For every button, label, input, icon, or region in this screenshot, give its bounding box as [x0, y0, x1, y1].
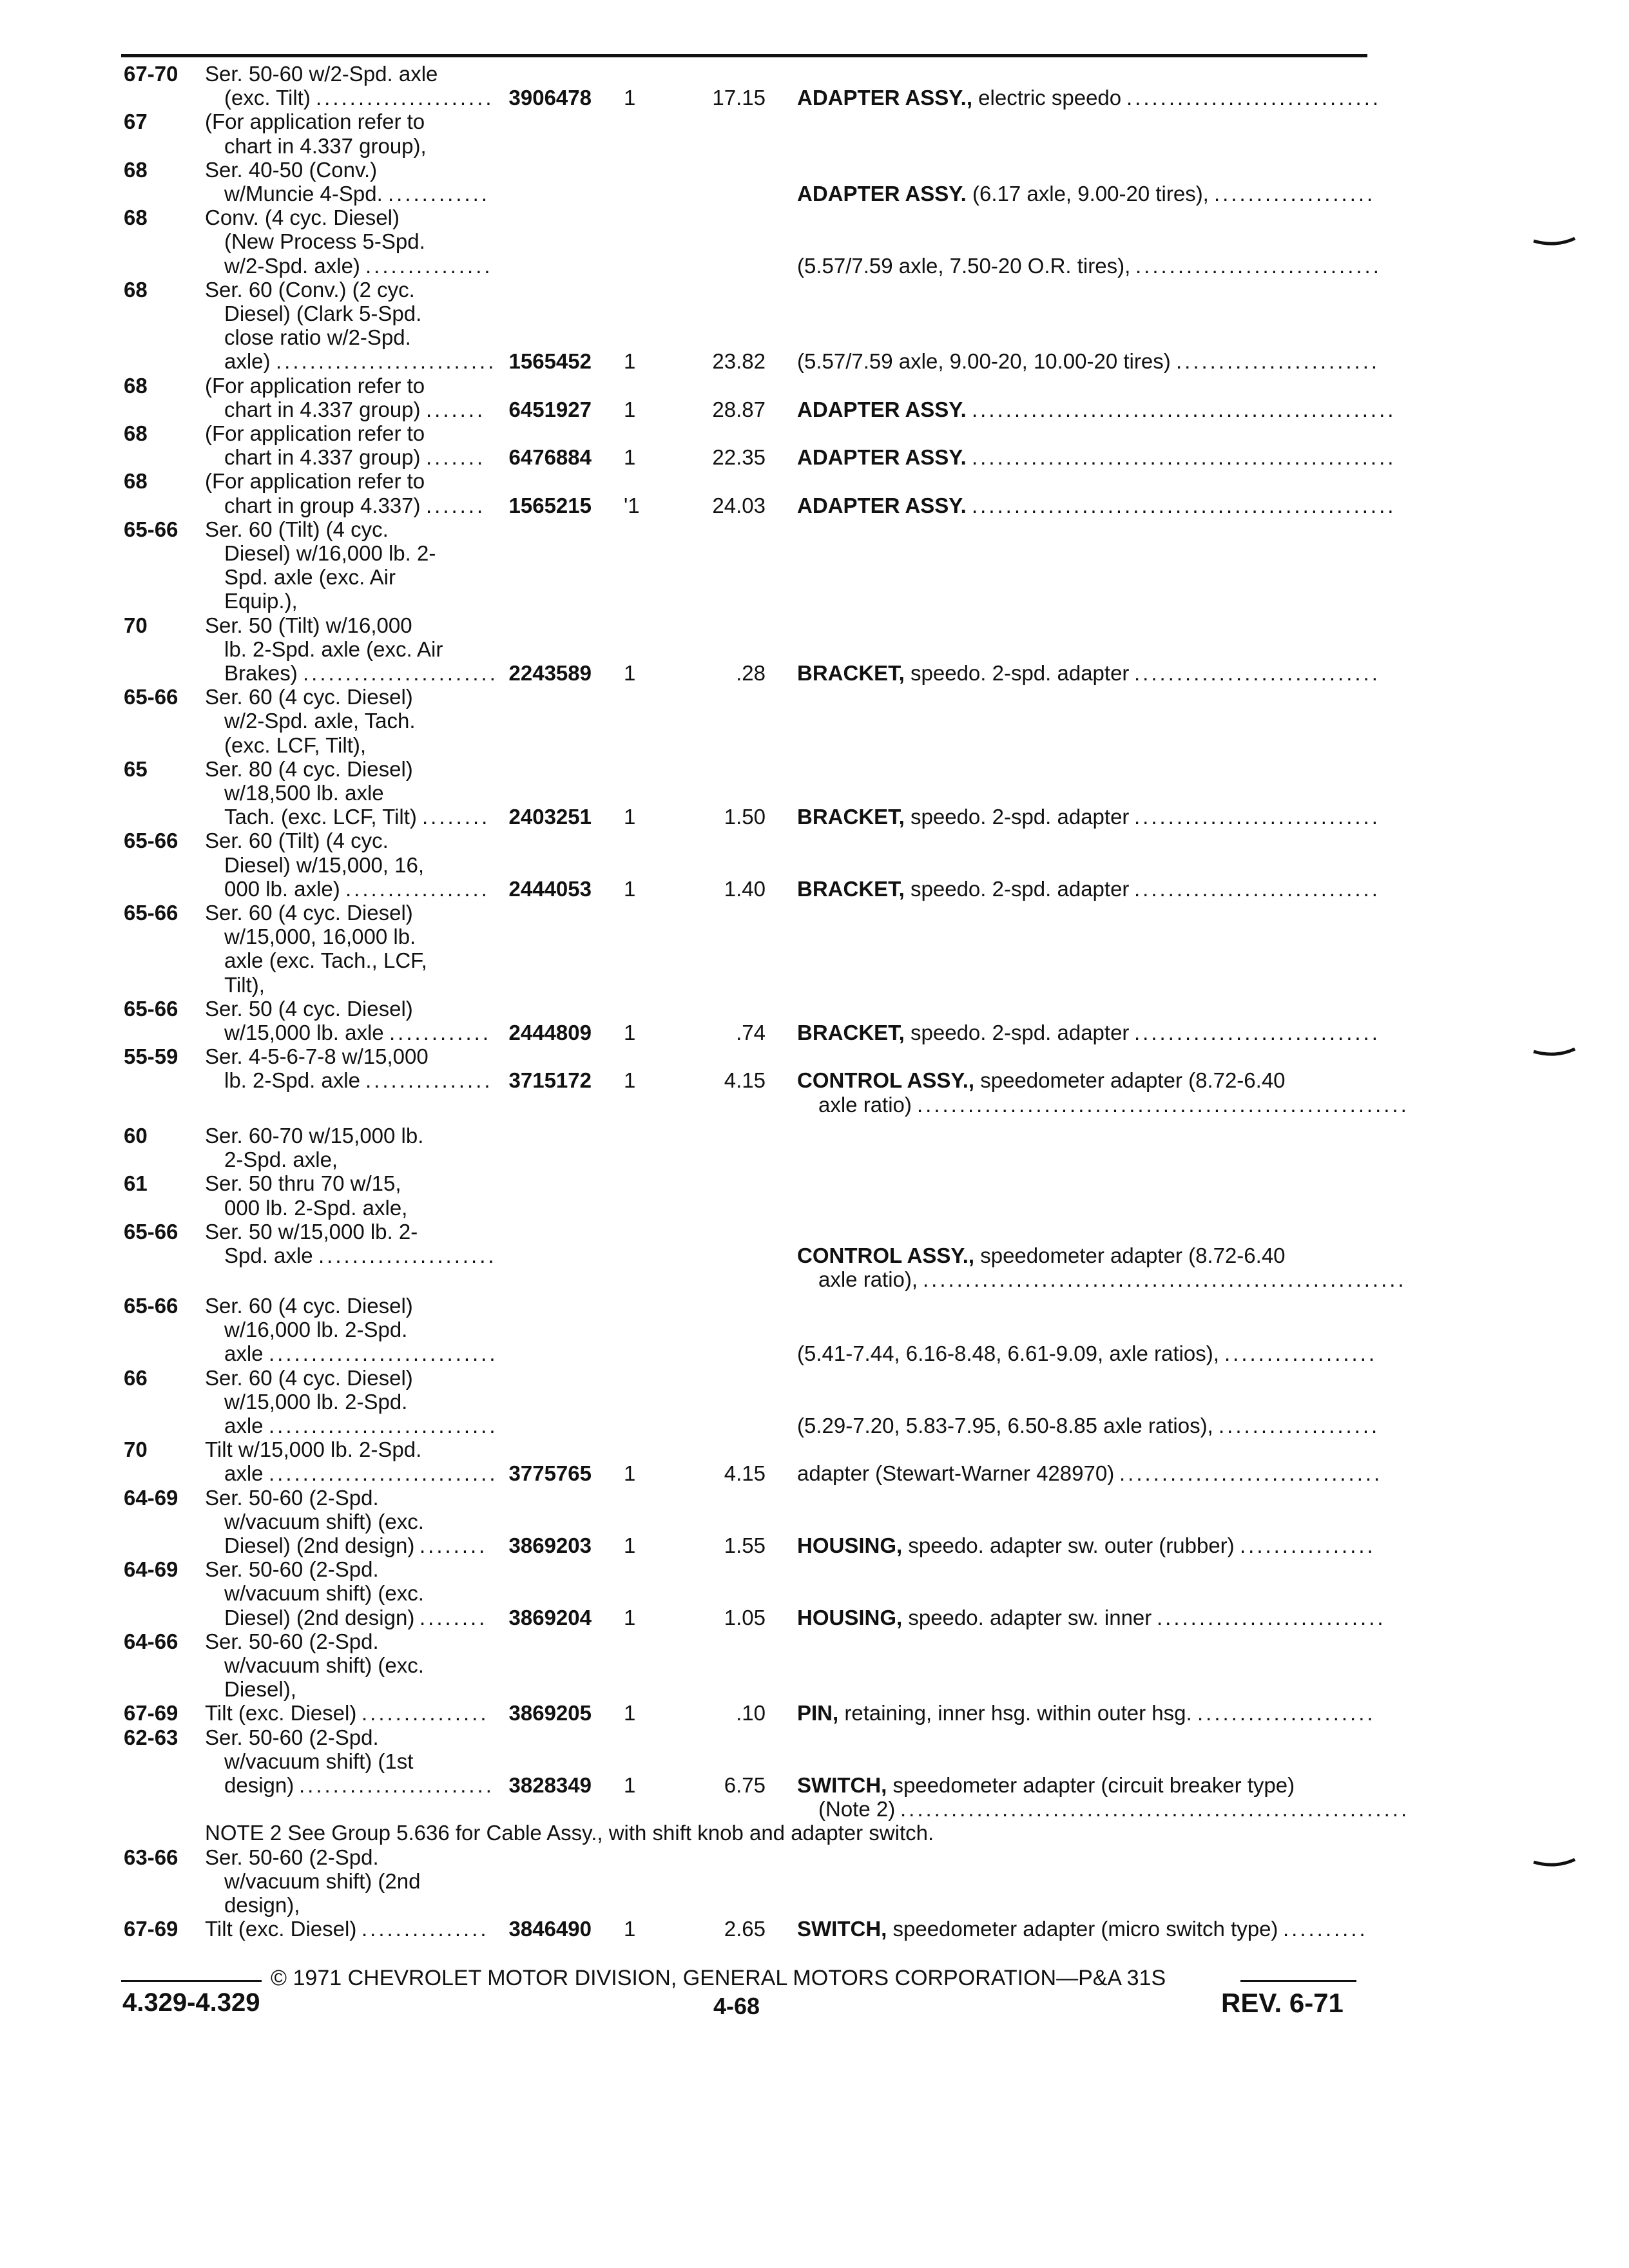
description-leader: .................................................. — [972, 398, 1396, 421]
application-text: design), — [224, 1893, 300, 1917]
price: .10 — [736, 1701, 766, 1725]
part-name: ADAPTER ASSY. — [797, 494, 967, 517]
quantity: 1 — [624, 1461, 636, 1485]
part-name: ADAPTER ASSY. — [797, 182, 967, 206]
part-number: 3869203 — [508, 1533, 592, 1557]
application-text: Ser. 50-60 w/2-Spd. axle — [205, 62, 438, 86]
application-leader: ............ — [388, 182, 490, 206]
part-description — [797, 1414, 1213, 1437]
model-year: 65-66 — [124, 517, 178, 541]
part-description — [797, 254, 1130, 278]
description-leader: ............................. — [1134, 1021, 1380, 1044]
quantity: 1 — [624, 661, 636, 685]
application-leader: ........................... — [269, 1461, 498, 1485]
application-text: axle — [224, 1414, 264, 1437]
part-number: 1565215 — [508, 494, 592, 517]
copyright-line: © 1971 CHEVROLET MOTOR DIVISION, GENERAL MOTORS CORPORATION—P&A 31S — [271, 1966, 1166, 1990]
model-year: 64-69 — [124, 1557, 178, 1581]
application-text: w/vacuum shift) (exc. — [224, 1581, 424, 1605]
application-text: chart in 4.337 group), — [224, 134, 427, 158]
description-leader: ........................ — [1176, 349, 1380, 373]
description-leader: .............................. — [1126, 86, 1382, 110]
part-name: BRACKET, — [797, 1021, 905, 1044]
description-leader: ................... — [1214, 182, 1376, 206]
part-number: 2243589 — [508, 661, 592, 685]
application-text: Ser. 60 (Conv.) (2 cyc. — [205, 278, 415, 302]
part-description — [797, 1021, 1129, 1044]
application-text: Ser. 50-60 (2-Spd. — [205, 1557, 379, 1581]
application-text: w/18,500 lb. axle — [224, 781, 384, 805]
part-name: BRACKET, — [797, 805, 905, 829]
price: 1.55 — [724, 1533, 766, 1557]
application-leader: ............... — [365, 254, 493, 278]
model-year: 65-66 — [124, 829, 178, 852]
part-description — [797, 182, 1209, 206]
application-leader: ........ — [419, 1606, 488, 1629]
application-text: Ser. 40-50 (Conv.) — [205, 158, 378, 182]
application-text: Ser. 50-60 (2-Spd. — [205, 1845, 379, 1869]
model-year: 67-69 — [124, 1917, 178, 1941]
application-text: (For application refer to — [205, 110, 425, 133]
quantity: 1 — [624, 805, 636, 829]
price: .74 — [736, 1021, 766, 1044]
price: 1.50 — [724, 805, 766, 829]
model-year: 68 — [124, 206, 148, 229]
part-name: PIN, — [797, 1701, 839, 1725]
price: .28 — [736, 661, 766, 685]
quantity: 1 — [624, 1606, 636, 1629]
quantity: 1 — [624, 877, 636, 901]
part-detail: speedo. adapter sw. inner — [902, 1606, 1152, 1629]
application-text: Ser. 50 (Tilt) w/16,000 — [205, 613, 412, 637]
part-number: 6451927 — [508, 398, 592, 421]
application-text: chart in 4.337 group) — [224, 445, 421, 469]
application-leader: ..................... — [316, 86, 494, 110]
application-text: Conv. (4 cyc. Diesel) — [205, 206, 400, 229]
price: 4.15 — [724, 1068, 766, 1092]
part-name: SWITCH, — [797, 1773, 887, 1797]
application-text: w/16,000 lb. 2-Spd. — [224, 1318, 408, 1341]
quantity: 1 — [624, 86, 636, 110]
model-year: 68 — [124, 421, 148, 445]
application-text: chart in 4.337 group) — [224, 398, 421, 421]
part-detail: electric speedo — [972, 86, 1122, 110]
part-detail: (Note 2) — [818, 1797, 896, 1821]
model-year: 64-66 — [124, 1629, 178, 1653]
quantity: 1 — [624, 1068, 636, 1092]
part-description — [797, 1341, 1219, 1365]
punch-mark-3 — [1534, 1860, 1575, 1869]
part-name: BRACKET, — [797, 661, 905, 685]
part-detail: adapter (Stewart-Warner 428970) — [797, 1461, 1115, 1485]
part-number: 2444809 — [508, 1021, 592, 1044]
quantity: '1 — [624, 494, 640, 517]
description-leader: ........................... — [1157, 1606, 1386, 1629]
application-leader: ........ — [419, 1533, 488, 1557]
application-text: Ser. 50 w/15,000 lb. 2- — [205, 1220, 418, 1244]
application-text: Ser. 60 (Tilt) (4 cyc. — [205, 829, 389, 852]
price: 17.15 — [712, 86, 766, 110]
application-text: (For application refer to — [205, 421, 425, 445]
application-leader: ....... — [426, 494, 486, 517]
part-description — [797, 1068, 1286, 1092]
part-description — [797, 1917, 1278, 1941]
part-description — [797, 494, 967, 517]
application-leader: ....... — [426, 445, 486, 469]
application-text: Diesel) (Clark 5-Spd. — [224, 302, 422, 325]
application-leader: ................. — [345, 877, 490, 901]
group-number: 4.329-4.329 — [122, 1988, 260, 2017]
application-text: Diesel) (2nd design) — [224, 1606, 415, 1629]
application-text: (For application refer to — [205, 374, 425, 398]
price: 1.40 — [724, 877, 766, 901]
part-number: 1565452 — [508, 349, 592, 373]
part-detail: speedo. adapter sw. outer (rubber) — [902, 1533, 1235, 1557]
application-text: Diesel), — [224, 1677, 296, 1701]
part-detail: speedometer adapter (8.72-6.40 — [974, 1244, 1286, 1267]
footer-rule-left — [121, 1980, 262, 1982]
application-leader: ........................... — [269, 1341, 498, 1365]
part-name: ADAPTER ASSY. — [797, 398, 967, 421]
model-year: 68 — [124, 469, 148, 493]
application-text: w/Muncie 4-Spd. — [224, 182, 383, 206]
price: 1.05 — [724, 1606, 766, 1629]
application-text: w/vacuum shift) (1st — [224, 1749, 414, 1773]
part-description — [797, 1701, 1192, 1725]
application-text: design) — [224, 1773, 294, 1797]
application-text: Ser. 50 thru 70 w/15, — [205, 1171, 401, 1195]
application-text: (exc. LCF, Tilt), — [224, 733, 367, 757]
model-year: 68 — [124, 278, 148, 302]
model-year: 62-63 — [124, 1725, 178, 1749]
part-name: BRACKET, — [797, 877, 905, 901]
part-name: CONTROL ASSY., — [797, 1244, 975, 1267]
application-leader: ....................... — [299, 1773, 494, 1797]
application-text: lb. 2-Spd. axle (exc. Air — [224, 637, 443, 661]
application-text: Ser. 50-60 (2-Spd. — [205, 1725, 379, 1749]
application-leader: .......................... — [276, 349, 497, 373]
part-detail: axle ratio) — [818, 1093, 912, 1117]
part-description — [818, 1267, 918, 1291]
model-year: 67 — [124, 110, 148, 133]
application-text: w/2-Spd. axle) — [224, 254, 360, 278]
description-leader: ............................. — [1134, 661, 1380, 685]
application-text: Ser. 60 (4 cyc. Diesel) — [205, 901, 413, 925]
application-text: Ser. 80 (4 cyc. Diesel) — [205, 757, 413, 781]
application-text: w/vacuum shift) (exc. — [224, 1510, 424, 1533]
application-text: Spd. axle (exc. Air — [224, 565, 396, 589]
model-year: 60 — [124, 1124, 148, 1148]
footer-rule-right — [1240, 1980, 1356, 1982]
application-text: w/15,000 lb. 2-Spd. — [224, 1390, 408, 1414]
part-description — [797, 877, 1129, 901]
application-text: Ser. 50-60 (2-Spd. — [205, 1629, 379, 1653]
application-leader: ............... — [361, 1701, 489, 1725]
model-year: 63-66 — [124, 1845, 178, 1869]
model-year: 65-66 — [124, 685, 178, 709]
part-number: 6476884 — [508, 445, 592, 469]
part-detail: speedometer adapter (8.72-6.40 — [974, 1068, 1286, 1092]
application-leader: ............... — [361, 1917, 489, 1941]
quantity: 1 — [624, 398, 636, 421]
application-text: Brakes) — [224, 661, 298, 685]
application-text: w/vacuum shift) (2nd — [224, 1869, 421, 1893]
part-name: ADAPTER ASSY. — [797, 445, 967, 469]
part-description — [797, 1606, 1152, 1629]
quantity: 1 — [624, 1533, 636, 1557]
description-leader: ................ — [1240, 1533, 1376, 1557]
application-text: 000 lb. axle) — [224, 877, 340, 901]
description-leader: .......... — [1283, 1917, 1368, 1941]
application-leader: ............ — [389, 1021, 492, 1044]
punch-mark-1 — [1534, 238, 1575, 247]
description-leader: ............................. — [1134, 877, 1380, 901]
part-detail: speedometer adapter (circuit breaker type) — [887, 1773, 1295, 1797]
quantity: 1 — [624, 1773, 636, 1797]
footnote: NOTE 2 See Group 5.636 for Cable Assy., with shift knob and adapter switch. — [205, 1821, 934, 1845]
part-name: SWITCH, — [797, 1917, 887, 1941]
part-name: HOUSING, — [797, 1533, 903, 1557]
part-description — [797, 661, 1129, 685]
model-year: 70 — [124, 1437, 148, 1461]
part-number: 3828349 — [508, 1773, 592, 1797]
model-year: 67-69 — [124, 1701, 178, 1725]
quantity: 1 — [624, 445, 636, 469]
model-year: 68 — [124, 158, 148, 182]
model-year: 65-66 — [124, 901, 178, 925]
part-description — [797, 1244, 1286, 1267]
part-detail: speedo. 2-spd. adapter — [904, 661, 1130, 685]
price: 4.15 — [724, 1461, 766, 1485]
price: 2.65 — [724, 1917, 766, 1941]
price: 22.35 — [712, 445, 766, 469]
part-number: 3869204 — [508, 1606, 592, 1629]
application-text: Tilt w/15,000 lb. 2-Spd. — [205, 1437, 422, 1461]
model-year: 65-66 — [124, 1294, 178, 1318]
top-rule — [121, 54, 1367, 57]
part-description — [797, 398, 967, 421]
application-text: lb. 2-Spd. axle — [224, 1068, 360, 1092]
part-number: 2444053 — [508, 877, 592, 901]
application-text: Diesel) w/15,000, 16, — [224, 853, 425, 877]
price: 28.87 — [712, 398, 766, 421]
application-text: Tach. (exc. LCF, Tilt) — [224, 805, 417, 829]
description-leader: ..................... — [1197, 1701, 1376, 1725]
part-detail: (5.57/7.59 axle, 9.00-20, 10.00-20 tires) — [797, 349, 1171, 373]
application-text: axle — [224, 1461, 264, 1485]
price: 6.75 — [724, 1773, 766, 1797]
part-detail: (5.29-7.20, 5.83-7.95, 6.50-8.85 axle ratios), — [797, 1414, 1213, 1437]
application-text: Diesel) w/16,000 lb. 2- — [224, 541, 436, 565]
application-text: (New Process 5-Spd. — [224, 229, 425, 253]
page-number: 4-68 — [713, 1993, 760, 2019]
part-detail: (6.17 axle, 9.00-20 tires), — [966, 182, 1209, 206]
price: 23.82 — [712, 349, 766, 373]
part-number: 2403251 — [508, 805, 592, 829]
part-name: ADAPTER ASSY., — [797, 86, 972, 110]
part-detail: (5.41-7.44, 6.16-8.48, 6.61-9.09, axle ratios), — [797, 1341, 1219, 1365]
model-year: 61 — [124, 1171, 148, 1195]
application-text: w/vacuum shift) (exc. — [224, 1653, 424, 1677]
application-text: Tilt (exc. Diesel) — [205, 1917, 357, 1941]
part-description — [797, 1461, 1114, 1485]
part-description — [797, 1773, 1295, 1797]
application-text: Diesel) (2nd design) — [224, 1533, 415, 1557]
quantity: 1 — [624, 1701, 636, 1725]
description-leader: .................................................. — [972, 494, 1396, 517]
model-year: 70 — [124, 613, 148, 637]
description-leader: .................................................. — [972, 445, 1396, 469]
description-leader: .................. — [1224, 1341, 1378, 1365]
application-text: Equip.), — [224, 589, 298, 613]
part-name: CONTROL ASSY., — [797, 1068, 975, 1092]
part-detail: axle ratio), — [818, 1267, 918, 1291]
description-leader: ............................... — [1119, 1461, 1383, 1485]
part-number: 3906478 — [508, 86, 592, 110]
part-description — [818, 1093, 912, 1117]
application-text: axle (exc. Tach., LCF, — [224, 948, 427, 972]
application-text: axle) — [224, 349, 271, 373]
model-year: 65 — [124, 757, 148, 781]
application-leader: ..................... — [318, 1244, 497, 1267]
application-text: w/15,000 lb. axle — [224, 1021, 384, 1044]
quantity: 1 — [624, 1917, 636, 1941]
part-number: 3869205 — [508, 1701, 592, 1725]
application-text: 2-Spd. axle, — [224, 1148, 338, 1171]
part-number: 3846490 — [508, 1917, 592, 1941]
revision-label: REV. 6-71 — [1221, 1988, 1344, 2018]
application-text: w/2-Spd. axle, Tach. — [224, 709, 416, 733]
punch-mark-2 — [1534, 1049, 1575, 1058]
application-text: Tilt), — [224, 973, 265, 997]
description-leader: ................... — [1219, 1414, 1380, 1437]
description-leader: ............................................................ — [900, 1797, 1410, 1821]
application-text: Ser. 60 (4 cyc. Diesel) — [205, 1366, 413, 1390]
application-leader: ....... — [426, 398, 486, 421]
application-leader: ............... — [365, 1068, 493, 1092]
part-description — [797, 445, 967, 469]
description-leader: ............................. — [1135, 254, 1382, 278]
application-text: Ser. 60 (4 cyc. Diesel) — [205, 1294, 413, 1318]
application-text: (For application refer to — [205, 469, 425, 493]
part-description — [797, 349, 1171, 373]
part-number: 3715172 — [508, 1068, 592, 1092]
model-year: 65-66 — [124, 1220, 178, 1244]
description-leader: .......................................................... — [917, 1093, 1409, 1117]
application-text: Ser. 60 (Tilt) (4 cyc. — [205, 517, 389, 541]
application-text: w/15,000, 16,000 lb. — [224, 925, 416, 948]
application-leader: ........ — [422, 805, 490, 829]
part-detail: speedo. 2-spd. adapter — [904, 805, 1130, 829]
application-text: 000 lb. 2-Spd. axle, — [224, 1196, 408, 1220]
part-description — [797, 805, 1129, 829]
price: 24.03 — [712, 494, 766, 517]
part-number: 3775765 — [508, 1461, 592, 1485]
application-text: Spd. axle — [224, 1244, 313, 1267]
part-detail: speedo. 2-spd. adapter — [904, 877, 1130, 901]
part-description — [818, 1797, 895, 1821]
model-year: 67-70 — [124, 62, 178, 86]
part-description — [797, 1533, 1235, 1557]
description-leader: ......................................................... — [923, 1267, 1407, 1291]
part-name: HOUSING, — [797, 1606, 903, 1629]
model-year: 66 — [124, 1366, 148, 1390]
application-text: (exc. Tilt) — [224, 86, 311, 110]
description-leader: ............................. — [1134, 805, 1380, 829]
model-year: 68 — [124, 374, 148, 398]
part-description — [797, 86, 1121, 110]
part-detail: speedometer adapter (micro switch type) — [887, 1917, 1278, 1941]
model-year: 55-59 — [124, 1044, 178, 1068]
model-year: 65-66 — [124, 997, 178, 1021]
part-detail: retaining, inner hsg. within outer hsg. — [838, 1701, 1192, 1725]
quantity: 1 — [624, 349, 636, 373]
application-text: axle — [224, 1341, 264, 1365]
model-year: 64-69 — [124, 1486, 178, 1510]
quantity: 1 — [624, 1021, 636, 1044]
application-text: Ser. 60 (4 cyc. Diesel) — [205, 685, 413, 709]
part-detail: speedo. 2-spd. adapter — [904, 1021, 1130, 1044]
application-leader: ........................... — [269, 1414, 498, 1437]
application-text: Tilt (exc. Diesel) — [205, 1701, 357, 1725]
application-text: Ser. 4-5-6-7-8 w/15,000 — [205, 1044, 429, 1068]
application-text: Ser. 50-60 (2-Spd. — [205, 1486, 379, 1510]
application-text: chart in group 4.337) — [224, 494, 421, 517]
application-text: Ser. 60-70 w/15,000 lb. — [205, 1124, 424, 1148]
application-text: close ratio w/2-Spd. — [224, 325, 411, 349]
application-leader: ....................... — [303, 661, 498, 685]
part-detail: (5.57/7.59 axle, 7.50-20 O.R. tires), — [797, 254, 1131, 278]
application-text: Ser. 50 (4 cyc. Diesel) — [205, 997, 413, 1021]
